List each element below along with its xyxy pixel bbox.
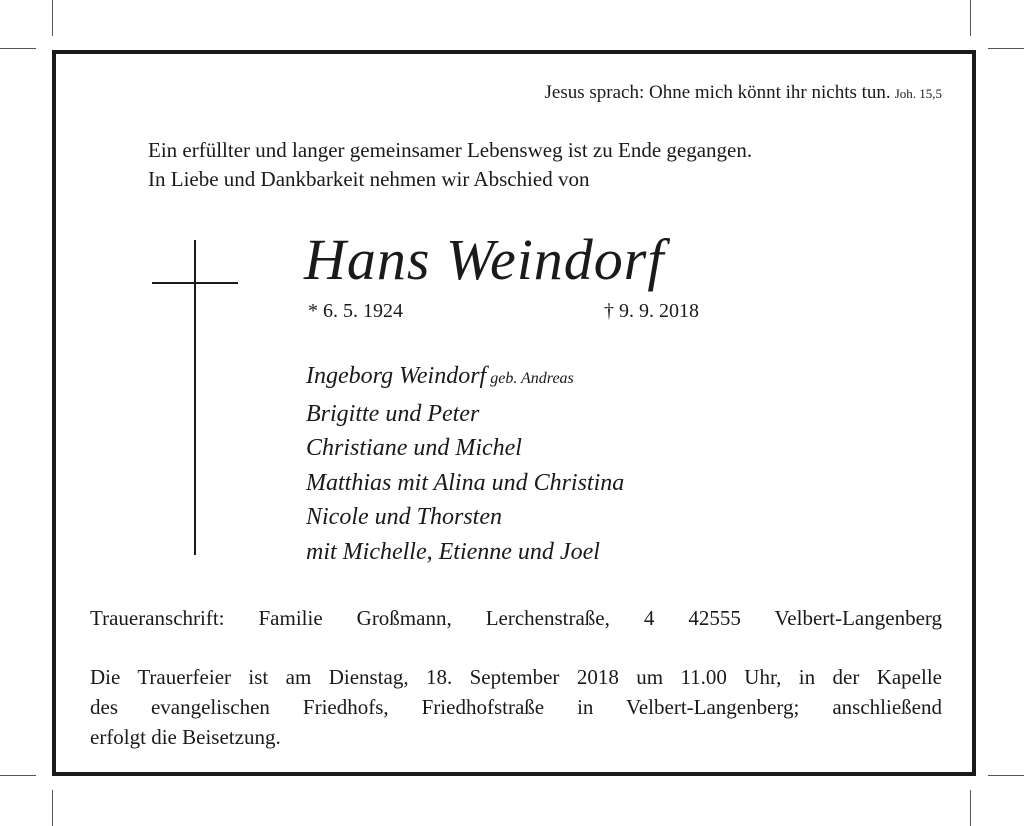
ceremony-line-1: Die Trauerfeier ist am Dienstag, 18. September 2018 um 11.00 Uhr, in der Kapelle [90,665,942,689]
family-member: Christiane und Michel [306,435,522,461]
crop-mark-left-top [0,48,36,49]
family-member: Matthias mit Alina und Christina [306,469,625,496]
ceremony-line-2: des evangelischen Friedhofs, Friedhofstraße in Velbert-Langenberg; anschließend [90,695,942,719]
spouse-name: Ingeborg Weindorf [306,363,487,389]
family-member: Nicole und Thorsten [306,504,502,530]
crop-mark-left-bottom [0,775,36,776]
spouse-maiden-name: geb. Andreas [490,370,574,387]
intro-text [148,136,752,194]
birth-date: * 6. 5. 1924 [308,300,403,322]
crop-mark-right-top [988,48,1024,49]
mourning-address: Traueranschrift: Familie Großmann, Lerchenstraße, 4 42555 Velbert-Langenberg [90,606,942,630]
bible-quote-reference: Joh. 15,5 [894,86,942,101]
bible-quote-text: Jesus sprach: Ohne mich könnt ihr nichts tun. [544,82,891,103]
intro-line-2: In Liebe und Dankbarkeit nehmen wir Abschied von [148,167,590,191]
ceremony-line-3: erfolgt die Beisetzung. [90,725,281,749]
deceased-name: Hans Weindorf [304,227,665,292]
family-member: mit Michelle, Etienne und Joel [306,538,600,565]
crop-mark-bottom-right [970,790,971,826]
family-spouse [306,359,624,397]
cross-icon-bar [152,282,238,284]
crop-mark-top-right [970,0,971,36]
crop-mark-bottom-left [52,790,53,826]
cross-icon [194,240,196,555]
intro-line-1: Ein erfüllter und langer gemeinsamer Lebensweg ist zu Ende gegangen. [148,138,753,162]
ceremony-info [90,662,942,752]
family-member: Brigitte und Peter [306,400,480,427]
bible-quote [545,82,943,104]
death-date: † 9. 9. 2018 [604,300,699,322]
crop-mark-right-bottom [988,775,1024,776]
obituary-frame [52,50,976,776]
crop-mark-top-left [52,0,53,36]
family-list [306,359,624,569]
